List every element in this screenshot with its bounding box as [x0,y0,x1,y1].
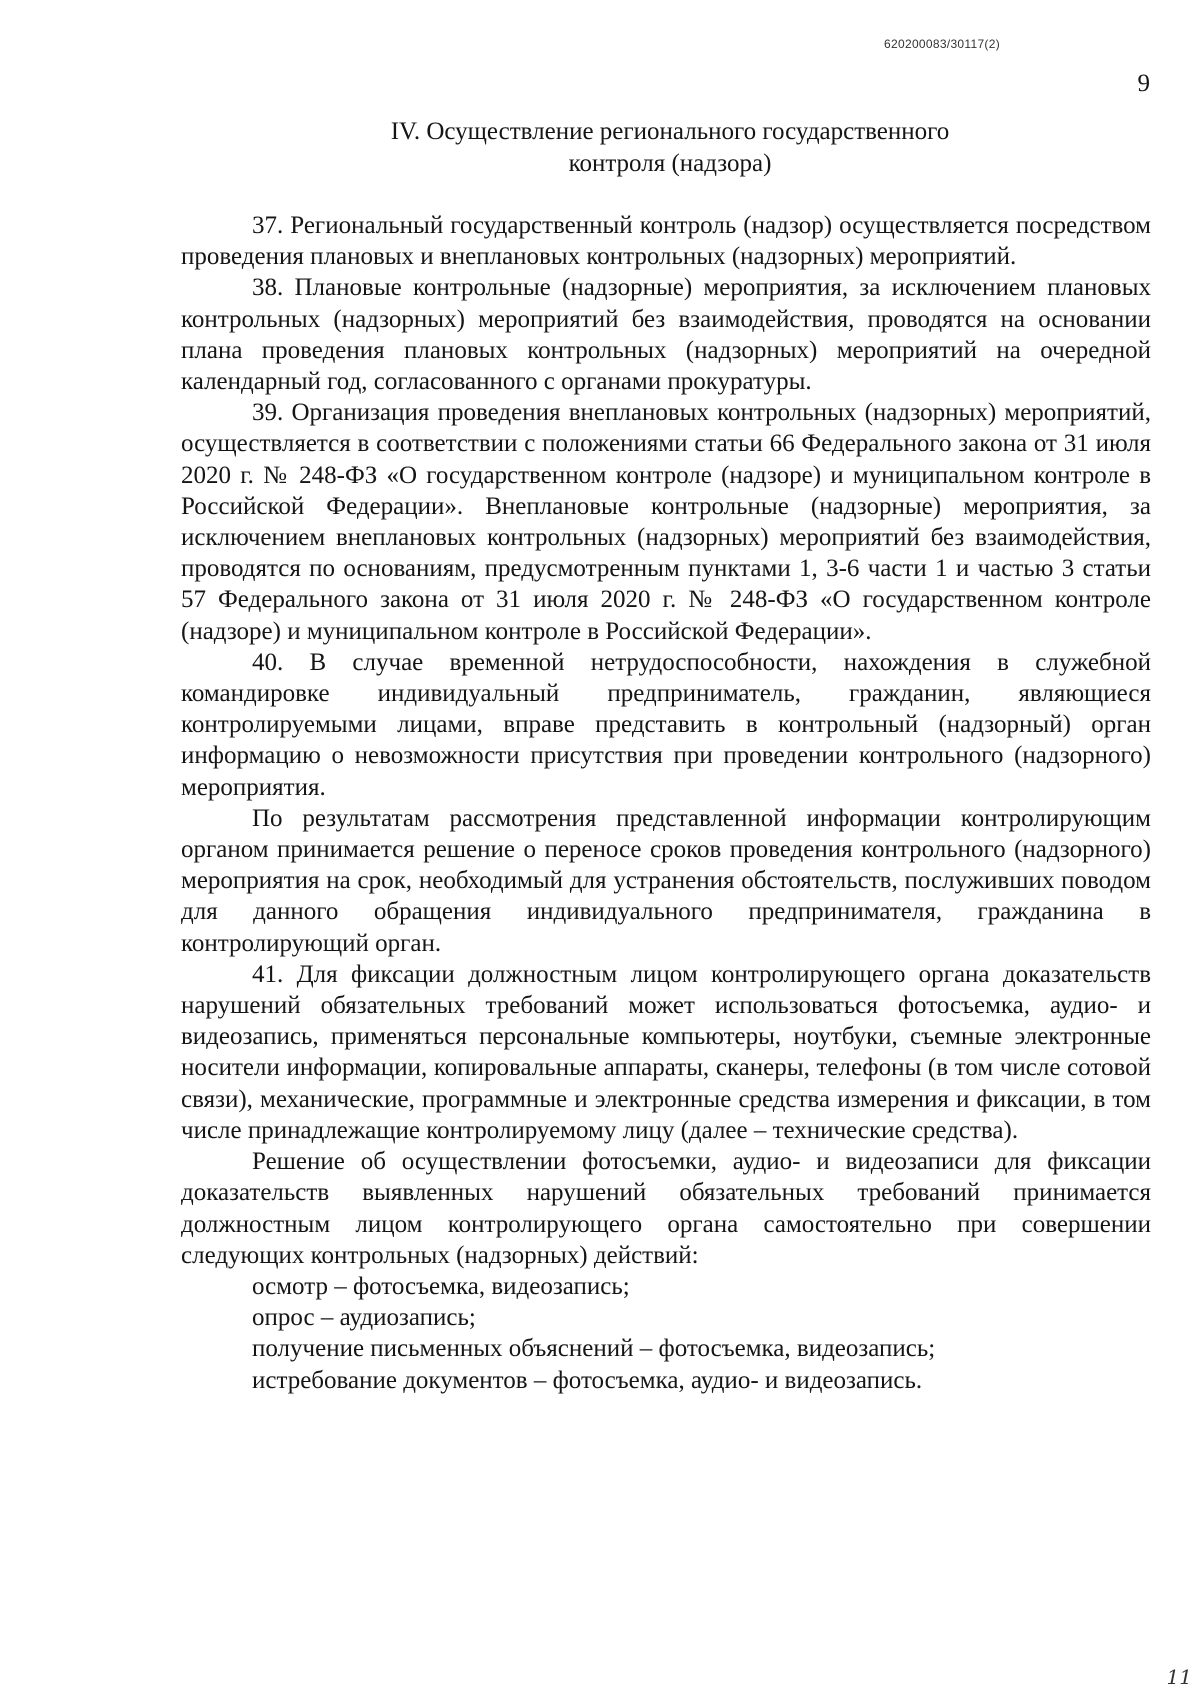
paragraph-41: 41. Для фиксации должностным лицом контролирующего органа доказательств нарушений обязательных требований может использоваться фотосъемка, аудио- и видеозапись, применяться персональные компьютеры, ноутбуки, съемные электронные носители информации, копировальные аппараты, сканеры, телефоны (в том числе сотовой связи), механические, программные и электронные средства измерения и фиксации, в том числе принадлежащие контролируемому лицу (далее – технические средства). [181,960,1151,1144]
paragraph-39: 39. Организация проведения внеплановых контрольных (надзорных) мероприятий, осуществляется в соответствии с положениями статьи 66 Федерального закона от 31 июля 2020 г. № 248-ФЗ «О государственном контроле (надзоре) и муниципальном контроле в Российской Федерации». Внеплановые контрольные (надзорные) мероприятия, за исключением внеплановых контрольных (надзорных) мероприятий без взаимодействия, проводятся по основаниям, предусмотренным пунктами 1, 3-6 части 1 и частью 3 статьи 57 Федерального закона от 31 июля 2020 г. № 248-ФЗ «О государственном контроле (надзоре) и муниципальном контроле в Российской Федерации». [181,399,1151,645]
paragraph-37: 37. Региональный государственный контроль (надзор) осуществляется посредством проведения плановых и внеплановых контрольных (надзорных) мероприятий. [181,212,1151,271]
list-item-written-explanations: получение письменных объяснений – фотосъемка, видеозапись; [252,1335,936,1363]
list-item-survey: опрос – аудиозапись; [252,1304,476,1332]
handwritten-page-mark: 11 [1166,1665,1192,1689]
paragraph-41-decision: Решение об осуществлении фотосъемки, аудио- и видеозаписи для фиксации доказательств выявленных нарушений обязательных требований принимается должностным лицом контролирующего органа самостоятельно при совершении следующих контрольных (надзорных) действий: [181,1148,1151,1269]
list-item-inspection: осмотр – фотосъемка, видеозапись; [252,1272,630,1300]
paragraph-38: 38. Плановые контрольные (надзорные) мероприятия, за исключением плановых контрольных (надзорных) мероприятий без взаимодействия, проводятся на основании плана проведения плановых контрольных (надзорных) мероприятий на очередной календарный год, согласованного с органами прокуратуры. [181,274,1151,396]
paragraph-40-continued: По результатам рассмотрения представленной информации контролирующим органом принимается решение о переносе сроков проведения контрольного (надзорного) мероприятия на срок, необходимый для устранения обстоятельств, послуживших поводом для данного обращения индивидуального предпринимателя, гражданина в контролирующий орган. [181,804,1151,957]
section-title-line-1: IV. Осуществление регионального государственного [390,118,950,145]
section-title [185,116,1155,180]
page-number: 9 [1137,70,1150,97]
list-item-document-request: истребование документов – фотосъемка, аудио- и видеозапись. [252,1366,923,1394]
section-title-line-2: контроля (надзора) [568,150,772,177]
document-body [181,210,1151,1396]
document-id: 620200083/30117(2) [884,37,1000,51]
paragraph-40: 40. В случае временной нетрудоспособности, нахождения в служебной командировке индивидуальный предприниматель, гражданин, являющиеся контролируемыми лицами, вправе представить в контрольный (надзорный) орган информацию о невозможности присутствия при проведении контрольного (надзорного) мероприятия. [181,648,1151,801]
